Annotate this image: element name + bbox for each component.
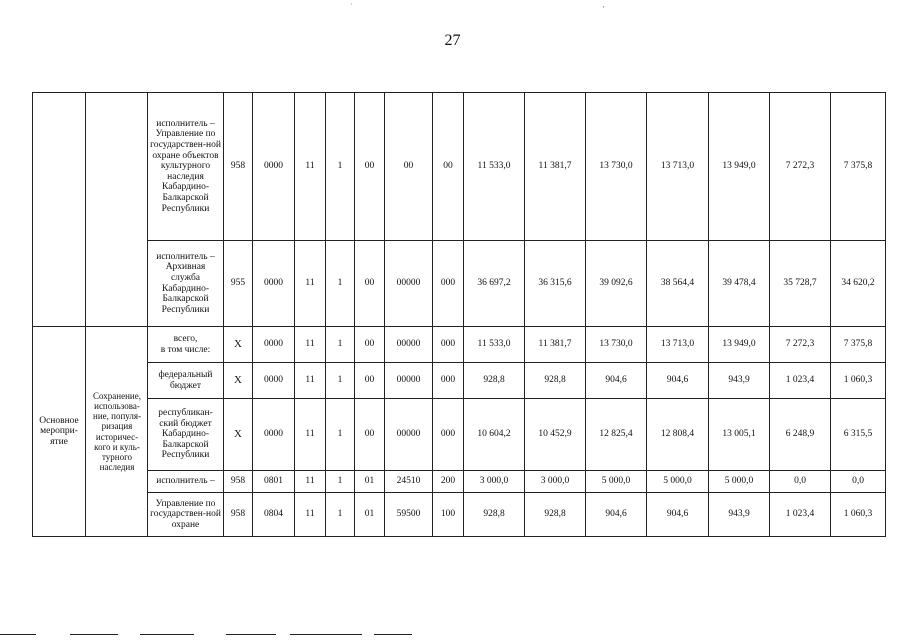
executor-cell: федеральный бюджет (148, 363, 224, 399)
grbs-cell: 955 (224, 241, 253, 327)
table-row (33, 363, 886, 399)
footer-rules (0, 634, 905, 638)
code-cell: 1 (326, 471, 355, 493)
vr-cell: 00 (433, 93, 464, 241)
code-cell: 01 (355, 471, 385, 493)
code-cell: 00000 (385, 327, 433, 363)
status-cell: Основное меропри-ятие (33, 327, 86, 537)
code-cell: 11 (295, 399, 326, 471)
value-cell: 5 000,0 (647, 471, 709, 493)
code-cell: 11 (295, 327, 326, 363)
value-cell: 35 728,7 (770, 241, 831, 327)
code-cell: 1 (326, 363, 355, 399)
value-cell: 7 272,3 (770, 327, 831, 363)
grbs-cell: 958 (224, 471, 253, 493)
value-cell: 1 023,4 (770, 493, 831, 537)
value-cell: 928,8 (525, 493, 586, 537)
value-cell: 5 000,0 (709, 471, 770, 493)
code-cell: 59500 (385, 493, 433, 537)
code-cell: 00 (355, 241, 385, 327)
activity-name-cell: Сохранение, использова-ние, популя-ризация историчес-кого и куль-турного наследия (86, 327, 148, 537)
value-cell: 7 375,8 (831, 93, 886, 241)
value-cell: 13 949,0 (709, 327, 770, 363)
value-cell: 10 452,9 (525, 399, 586, 471)
executor-cell: Управление по государствен-ной охране (148, 493, 224, 537)
executor-cell: исполнитель – Архивная служба Кабардино-Балкарской Республики (148, 241, 224, 327)
value-cell: 0,0 (831, 471, 886, 493)
vr-cell: 200 (433, 471, 464, 493)
code-cell: 00 (355, 363, 385, 399)
code-cell: 00000 (385, 399, 433, 471)
rzpr-cell: 0000 (253, 93, 295, 241)
value-cell: 39 092,6 (586, 241, 647, 327)
vr-cell: 000 (433, 399, 464, 471)
value-cell: 943,9 (709, 363, 770, 399)
executor-cell: исполнитель – (148, 471, 224, 493)
value-cell: 928,8 (464, 363, 525, 399)
code-cell: 11 (295, 363, 326, 399)
value-cell: 3 000,0 (525, 471, 586, 493)
value-cell: 36 315,6 (525, 241, 586, 327)
value-cell: 12 825,4 (586, 399, 647, 471)
rzpr-cell: 0000 (253, 241, 295, 327)
code-cell: 00 (355, 399, 385, 471)
grbs-cell: Х (224, 363, 253, 399)
code-cell: 00000 (385, 363, 433, 399)
grbs-cell: 958 (224, 93, 253, 241)
code-cell: 00000 (385, 241, 433, 327)
code-cell: 1 (326, 327, 355, 363)
value-cell: 11 533,0 (464, 93, 525, 241)
budget-table (32, 92, 886, 537)
value-cell: 11 381,7 (525, 327, 586, 363)
value-cell: 5 000,0 (586, 471, 647, 493)
value-cell: 928,8 (525, 363, 586, 399)
rzpr-cell: 0000 (253, 399, 295, 471)
value-cell: 6 248,9 (770, 399, 831, 471)
value-cell: 11 381,7 (525, 93, 586, 241)
code-cell: 11 (295, 471, 326, 493)
value-cell: 12 808,4 (647, 399, 709, 471)
value-cell: 13 730,0 (586, 327, 647, 363)
value-cell: 0,0 (770, 471, 831, 493)
value-cell: 943,9 (709, 493, 770, 537)
code-cell: 00 (355, 327, 385, 363)
code-cell: 01 (355, 493, 385, 537)
code-cell: 1 (326, 241, 355, 327)
grbs-cell: Х (224, 399, 253, 471)
executor-cell: республикан-ский бюджет Кабардино-Балкарской Республики (148, 399, 224, 471)
value-cell: 7 272,3 (770, 93, 831, 241)
value-cell: 13 005,1 (709, 399, 770, 471)
empty-cell (86, 93, 148, 327)
code-cell: 1 (326, 493, 355, 537)
value-cell: 3 000,0 (464, 471, 525, 493)
grbs-cell: 958 (224, 493, 253, 537)
value-cell: 34 620,2 (831, 241, 886, 327)
value-cell: 1 060,3 (831, 363, 886, 399)
value-cell: 38 564,4 (647, 241, 709, 327)
vr-cell: 100 (433, 493, 464, 537)
code-cell: 00 (355, 93, 385, 241)
table-row (33, 327, 886, 363)
table-row (33, 399, 886, 471)
table-row (33, 471, 886, 493)
vr-cell: 000 (433, 241, 464, 327)
table-row (33, 93, 886, 241)
code-cell: 00 (385, 93, 433, 241)
executor-cell: всего, в том числе: (148, 327, 224, 363)
grbs-cell: Х (224, 327, 253, 363)
page-number: 27 (444, 32, 461, 49)
code-cell: 1 (326, 93, 355, 241)
rzpr-cell: 0801 (253, 471, 295, 493)
code-cell: 11 (295, 93, 326, 241)
value-cell: 7 375,8 (831, 327, 886, 363)
value-cell: 1 023,4 (770, 363, 831, 399)
value-cell: 10 604,2 (464, 399, 525, 471)
rzpr-cell: 0804 (253, 493, 295, 537)
vr-cell: 000 (433, 363, 464, 399)
vr-cell: 000 (433, 327, 464, 363)
value-cell: 1 060,3 (831, 493, 886, 537)
value-cell: 13 713,0 (647, 93, 709, 241)
value-cell: 36 697,2 (464, 241, 525, 327)
rzpr-cell: 0000 (253, 363, 295, 399)
executor-cell: исполнитель – Управление по государствен-ной охране объектов культурного наследия Кабардино-Балкарской Республики (148, 93, 224, 241)
value-cell: 904,6 (647, 363, 709, 399)
value-cell: 904,6 (586, 493, 647, 537)
code-cell: 11 (295, 493, 326, 537)
table-row (33, 241, 886, 327)
rzpr-cell: 0000 (253, 327, 295, 363)
value-cell: 13 713,0 (647, 327, 709, 363)
code-cell: 11 (295, 241, 326, 327)
value-cell: 13 949,0 (709, 93, 770, 241)
value-cell: 6 315,5 (831, 399, 886, 471)
value-cell: 13 730,0 (586, 93, 647, 241)
empty-cell (33, 93, 86, 327)
table-row (33, 493, 886, 537)
value-cell: 904,6 (647, 493, 709, 537)
scan-artifact: · , (350, 0, 605, 9)
value-cell: 11 533,0 (464, 327, 525, 363)
value-cell: 904,6 (586, 363, 647, 399)
value-cell: 39 478,4 (709, 241, 770, 327)
code-cell: 24510 (385, 471, 433, 493)
value-cell: 928,8 (464, 493, 525, 537)
code-cell: 1 (326, 399, 355, 471)
